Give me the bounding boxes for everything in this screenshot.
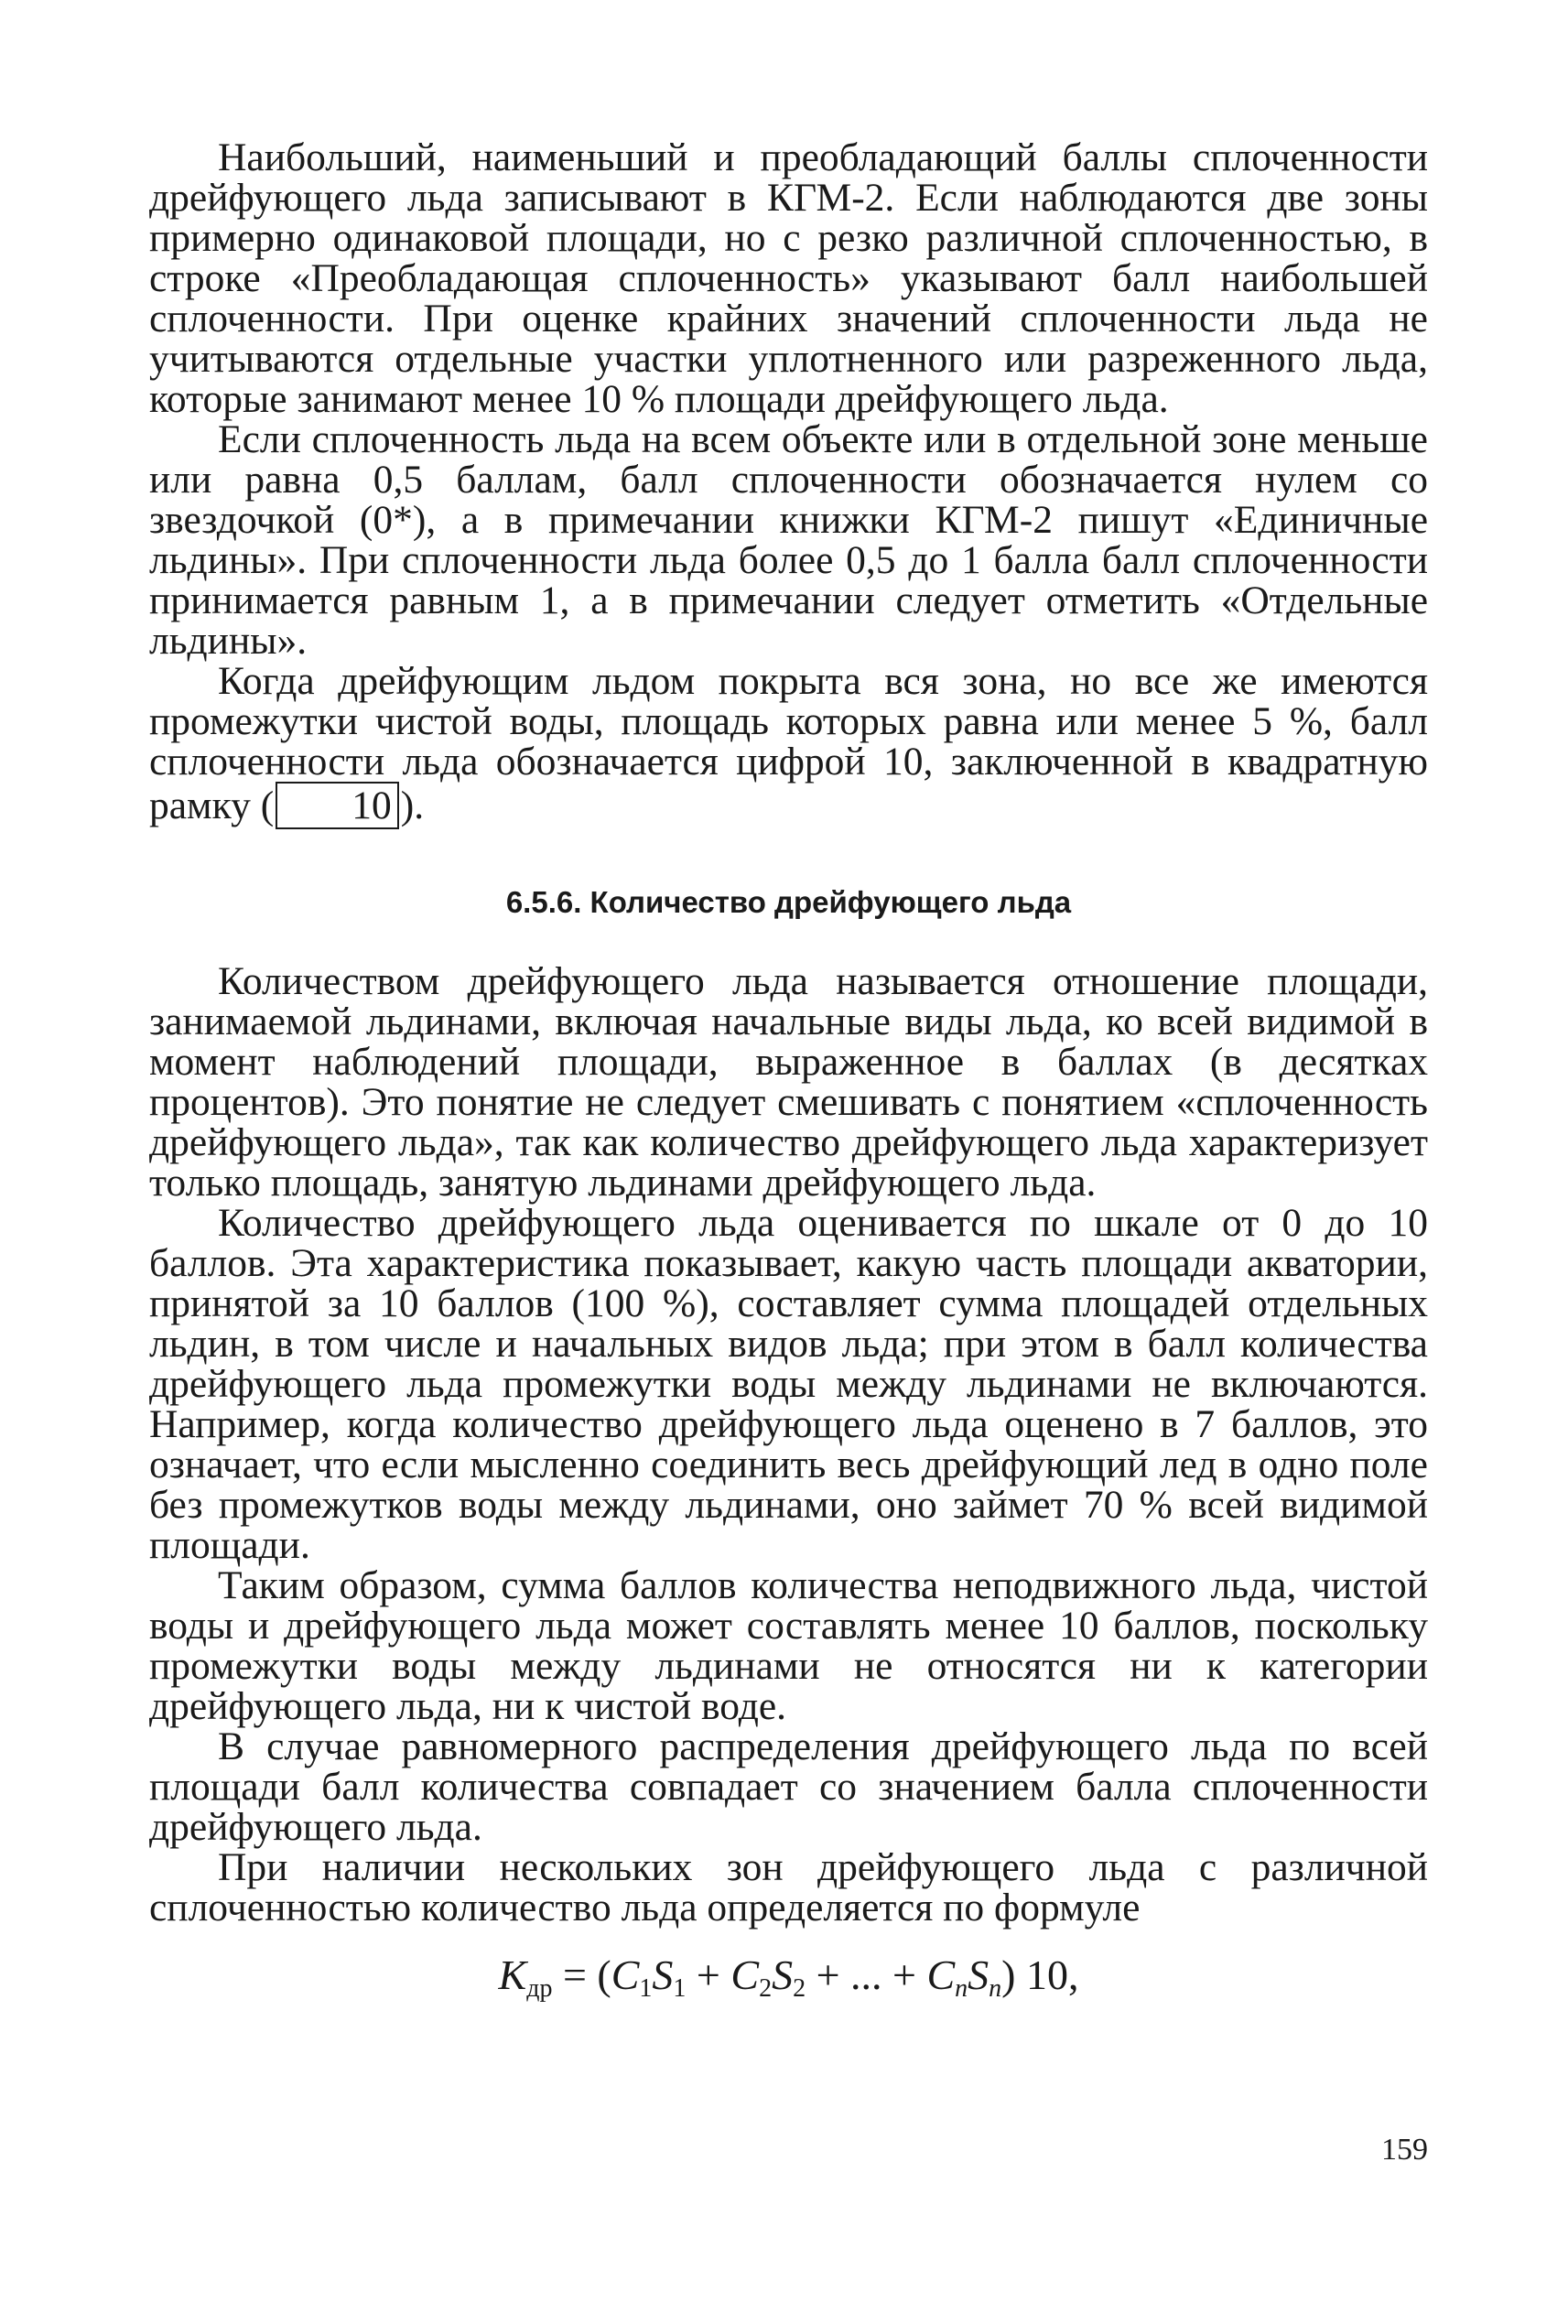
formula-lhs: K <box>498 1951 527 1998</box>
formula <box>149 1951 1428 2013</box>
boxed-number: 10 <box>276 782 399 829</box>
formula-sn: S <box>968 1951 989 1998</box>
paragraph-2: Если сплоченность льда на всем объекте или в отдельной зоне меньше или равна 0,5 баллам, балл сплоченности обозначается нулем со звездочкой (0*), а в примечании книжки КГМ-2 пишут «Единичные льдины». При сплоченности льда более 0,5 до 1 балла балл сплоченности принимается равным 1, а в примечании следует отметить «Отдельные льдины». <box>149 417 1428 663</box>
paragraph-3-text: Когда дрейфующим льдом покрыта вся зона, но все же имеются промежутки чистой воды, площадь которых равна или менее 5 %, балл сплоченности льда обозначается цифрой 10, заключенной в квадратную рамку ( <box>149 659 1428 827</box>
section-heading: 6.5.6. Количество дрейфующего льда <box>505 885 1072 919</box>
formula-c2-sub: 2 <box>759 1974 773 2003</box>
formula-tail: ) 10, <box>1001 1951 1079 1998</box>
formula-c1-sub: 1 <box>639 1974 653 2003</box>
formula-plus: + <box>686 1951 731 1998</box>
page-number: 159 <box>1381 2133 1428 2167</box>
formula-cn: C <box>926 1951 956 1998</box>
formula-eq: = ( <box>552 1951 611 1998</box>
formula-s2-sub: 2 <box>793 1974 806 2003</box>
formula-c2: C <box>730 1951 760 1998</box>
page-body <box>149 137 1428 2013</box>
formula-s1: S <box>652 1951 674 1998</box>
section-paragraph-1: Количеством дрейфующего льда называется отношение площади, занимаемой льдинами, включая начальные виды льда, ко всей видимой в момент наблюдений площади, выраженное в баллах (в десятках процентов). Это понятие не следует смешивать с понятием «сплоченность дрейфующего льда», так как количество дрейфующего льда характеризует только площадь, занятую льдинами дрейфующего льда. <box>149 959 1428 1205</box>
formula-s1-sub: 1 <box>673 1974 687 2003</box>
section-paragraph-3: Таким образом, сумма баллов количества неподвижного льда, чистой воды и дрейфующего льда может составлять менее 10 баллов, поскольку промежутки воды между льдинами не относятся ни к категории дрейфующего льда, ни к чистой воде. <box>149 1563 1428 1728</box>
formula-sn-sub: n <box>989 1974 1002 2003</box>
section-paragraph-4: В случае равномерного распределения дрейфующего льда по всей площади балл количества совпадает со значением балла сплоченности дрейфующего льда. <box>149 1724 1428 1849</box>
formula-dots: + ... + <box>806 1951 927 1998</box>
formula-lhs-sub: др <box>526 1974 553 2003</box>
formula-c1: C <box>611 1951 640 1998</box>
paragraph-3-tail: ). <box>400 784 425 827</box>
section-paragraph-5: При наличии нескольких зон дрейфующего льда с различной сплоченностью количество льда определяется по формуле <box>149 1845 1428 1929</box>
paragraph-1: Наибольший, наименьший и преобладающий баллы сплоченности дрейфующего льда записывают в КГМ-2. Если наблюдаются две зоны примерно одинаковой площади, но с резко различной сплоченностью, в строке «Преобладающая сплоченность» указывают балл наибольшей сплоченности. При оценке крайних значений сплоченности льда не учитываются отдельные участки уплотненного или разреженного льда, которые занимают менее 10 % площади дрейфующего льда. <box>149 135 1428 421</box>
paragraph-3 <box>149 661 1428 829</box>
formula-s2: S <box>772 1951 794 1998</box>
formula-cn-sub: n <box>955 1974 968 2003</box>
section-paragraph-2: Количество дрейфующего льда оценивается по шкале от 0 до 10 баллов. Эта характеристика показывает, какую часть площади акватории, принятой за 10 баллов (100 %), составляет сумма площадей отдельных льдин, в том числе и начальных видов льда; при этом в балл количества дрейфующего льда промежутки воды между льдинами не включаются. Например, когда количество дрейфующего льда оценено в 7 баллов, это означает, что если мысленно соединить весь дрейфующий лед в одно поле без промежутков воды между льдинами, оно займет 70 % всей видимой площади. <box>149 1201 1428 1567</box>
